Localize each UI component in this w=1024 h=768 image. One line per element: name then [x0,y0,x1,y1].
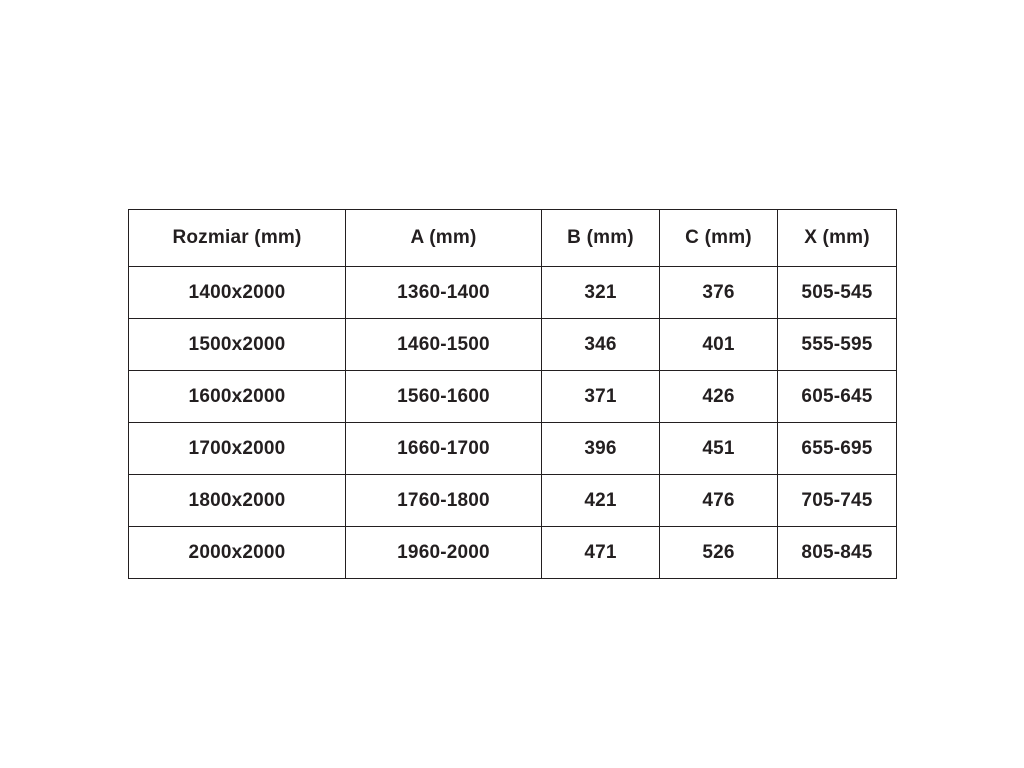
column-header-c: C (mm) [660,210,778,267]
cell-b: 421 [542,475,660,527]
cell-a: 1960-2000 [346,527,542,579]
cell-a: 1560-1600 [346,371,542,423]
column-header-b: B (mm) [542,210,660,267]
cell-rozmiar: 1600x2000 [129,371,346,423]
cell-b: 471 [542,527,660,579]
cell-a: 1460-1500 [346,319,542,371]
table-row [129,475,897,527]
table-row [129,423,897,475]
cell-rozmiar: 1400x2000 [129,267,346,319]
cell-x: 655-695 [778,423,897,475]
cell-a: 1360-1400 [346,267,542,319]
cell-x: 705-745 [778,475,897,527]
table-row [129,267,897,319]
table-header-row [129,210,897,267]
cell-c: 426 [660,371,778,423]
table-row [129,319,897,371]
cell-x: 555-595 [778,319,897,371]
cell-rozmiar: 1800x2000 [129,475,346,527]
column-header-rozmiar: Rozmiar (mm) [129,210,346,267]
size-table-container [128,209,896,579]
cell-x: 605-645 [778,371,897,423]
cell-c: 401 [660,319,778,371]
cell-x: 805-845 [778,527,897,579]
cell-b: 321 [542,267,660,319]
cell-rozmiar: 1500x2000 [129,319,346,371]
cell-a: 1760-1800 [346,475,542,527]
column-header-a: A (mm) [346,210,542,267]
size-table [128,209,897,579]
cell-a: 1660-1700 [346,423,542,475]
cell-c: 526 [660,527,778,579]
cell-rozmiar: 2000x2000 [129,527,346,579]
cell-x: 505-545 [778,267,897,319]
cell-c: 476 [660,475,778,527]
cell-b: 346 [542,319,660,371]
cell-c: 451 [660,423,778,475]
cell-rozmiar: 1700x2000 [129,423,346,475]
cell-b: 371 [542,371,660,423]
column-header-x: X (mm) [778,210,897,267]
cell-b: 396 [542,423,660,475]
table-row [129,371,897,423]
table-row [129,527,897,579]
cell-c: 376 [660,267,778,319]
